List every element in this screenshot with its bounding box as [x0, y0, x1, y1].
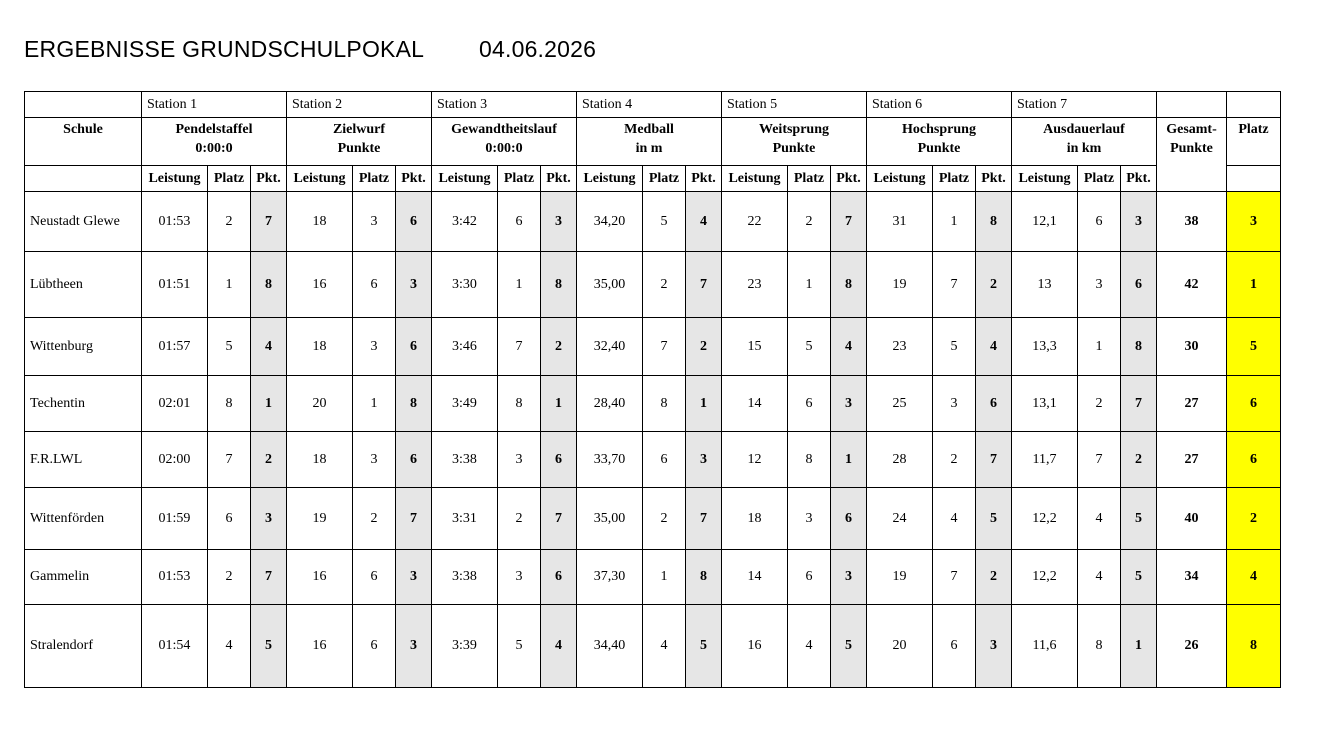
pkt-value: 3	[251, 488, 287, 550]
pkt-value: 4	[251, 318, 287, 376]
leistung-value: 02:00	[142, 432, 208, 488]
platz-value: 2	[643, 488, 686, 550]
pkt-header: Pkt.	[686, 166, 722, 192]
platz-value: 3	[498, 432, 541, 488]
leistung-value: 33,70	[577, 432, 643, 488]
platz-value: 1	[933, 192, 976, 252]
total-points: 30	[1157, 318, 1227, 376]
pkt-value: 5	[831, 605, 867, 688]
station-label: Station 7	[1012, 92, 1157, 118]
pkt-value: 6	[976, 376, 1012, 432]
leistung-value: 01:54	[142, 605, 208, 688]
leistung-value: 3:38	[432, 432, 498, 488]
leistung-value: 34,40	[577, 605, 643, 688]
platz-header: Platz	[788, 166, 831, 192]
pkt-value: 1	[831, 432, 867, 488]
final-rank: 3	[1227, 192, 1281, 252]
pkt-value: 3	[831, 376, 867, 432]
table-row	[25, 550, 1281, 605]
pkt-value: 6	[396, 192, 432, 252]
pkt-value: 4	[686, 192, 722, 252]
platz-value: 7	[1078, 432, 1121, 488]
pkt-value: 6	[541, 432, 577, 488]
table-row	[25, 488, 1281, 550]
pkt-value: 3	[831, 550, 867, 605]
platz-value: 2	[208, 192, 251, 252]
discipline-header: Hochsprung Punkte	[867, 118, 1012, 166]
pkt-value: 3	[976, 605, 1012, 688]
leistung-value: 19	[867, 550, 933, 605]
table-row	[25, 318, 1281, 376]
leistung-value: 16	[287, 550, 353, 605]
pkt-value: 1	[251, 376, 287, 432]
platz-value: 3	[933, 376, 976, 432]
platz-header: Platz	[208, 166, 251, 192]
platz-value: 5	[498, 605, 541, 688]
leistung-value: 19	[287, 488, 353, 550]
platz-value: 2	[933, 432, 976, 488]
pkt-value: 2	[541, 318, 577, 376]
leistung-value: 24	[867, 488, 933, 550]
platz-value: 3	[498, 550, 541, 605]
title-text: ERGEBNISSE GRUNDSCHULPOKAL	[24, 36, 425, 62]
leistung-value: 02:01	[142, 376, 208, 432]
leistung-value: 22	[722, 192, 788, 252]
station-label: Station 6	[867, 92, 1012, 118]
platz-header: Platz	[353, 166, 396, 192]
date-text: 04.06.2026	[479, 36, 597, 62]
pkt-value: 5	[1121, 488, 1157, 550]
final-rank: 1	[1227, 252, 1281, 318]
platz-value: 7	[643, 318, 686, 376]
leistung-value: 01:59	[142, 488, 208, 550]
pkt-value: 2	[686, 318, 722, 376]
rank-header: Platz	[1227, 118, 1281, 166]
leistung-value: 16	[287, 252, 353, 318]
platz-value: 2	[353, 488, 396, 550]
platz-value: 2	[208, 550, 251, 605]
leistung-value: 13	[1012, 252, 1078, 318]
platz-value: 7	[208, 432, 251, 488]
leistung-value: 12	[722, 432, 788, 488]
table-row	[25, 605, 1281, 688]
pkt-value: 8	[831, 252, 867, 318]
pkt-value: 7	[831, 192, 867, 252]
leistung-value: 12,2	[1012, 550, 1078, 605]
pkt-value: 3	[396, 550, 432, 605]
leistung-value: 25	[867, 376, 933, 432]
pkt-value: 7	[1121, 376, 1157, 432]
leistung-value: 01:51	[142, 252, 208, 318]
leistung-value: 18	[722, 488, 788, 550]
platz-value: 6	[933, 605, 976, 688]
platz-value: 2	[1078, 376, 1121, 432]
leistung-header: Leistung	[287, 166, 353, 192]
pkt-value: 4	[976, 318, 1012, 376]
platz-value: 8	[643, 376, 686, 432]
platz-value: 5	[788, 318, 831, 376]
platz-value: 1	[788, 252, 831, 318]
platz-value: 1	[1078, 318, 1121, 376]
platz-value: 3	[353, 192, 396, 252]
pkt-value: 6	[541, 550, 577, 605]
leistung-header: Leistung	[577, 166, 643, 192]
leistung-value: 16	[722, 605, 788, 688]
platz-value: 8	[1078, 605, 1121, 688]
pkt-value: 7	[396, 488, 432, 550]
pkt-value: 1	[541, 376, 577, 432]
pkt-value: 8	[251, 252, 287, 318]
platz-value: 7	[933, 252, 976, 318]
blank-cell	[1157, 92, 1227, 118]
platz-value: 4	[643, 605, 686, 688]
pkt-header: Pkt.	[251, 166, 287, 192]
pkt-value: 6	[396, 432, 432, 488]
leistung-value: 23	[722, 252, 788, 318]
platz-value: 4	[1078, 488, 1121, 550]
platz-header: Platz	[498, 166, 541, 192]
school-name: Lübtheen	[25, 252, 142, 318]
leistung-value: 13,3	[1012, 318, 1078, 376]
sub-header-row	[25, 166, 1281, 192]
platz-value: 6	[643, 432, 686, 488]
platz-value: 6	[498, 192, 541, 252]
platz-value: 6	[788, 550, 831, 605]
leistung-value: 18	[287, 318, 353, 376]
pkt-value: 7	[251, 550, 287, 605]
pkt-value: 6	[831, 488, 867, 550]
platz-value: 1	[353, 376, 396, 432]
blank-cell	[25, 166, 142, 192]
table-row	[25, 252, 1281, 318]
pkt-value: 7	[686, 488, 722, 550]
platz-value: 5	[208, 318, 251, 376]
total-points: 34	[1157, 550, 1227, 605]
leistung-value: 16	[287, 605, 353, 688]
leistung-value: 18	[287, 192, 353, 252]
pkt-value: 5	[251, 605, 287, 688]
leistung-value: 20	[287, 376, 353, 432]
final-rank: 2	[1227, 488, 1281, 550]
station-label: Station 1	[142, 92, 287, 118]
pkt-value: 5	[686, 605, 722, 688]
platz-value: 8	[208, 376, 251, 432]
leistung-value: 19	[867, 252, 933, 318]
platz-value: 5	[643, 192, 686, 252]
leistung-value: 3:31	[432, 488, 498, 550]
pkt-value: 4	[541, 605, 577, 688]
pkt-header: Pkt.	[831, 166, 867, 192]
leistung-value: 3:39	[432, 605, 498, 688]
page-title	[24, 36, 597, 63]
final-rank: 8	[1227, 605, 1281, 688]
platz-value: 1	[208, 252, 251, 318]
platz-value: 4	[933, 488, 976, 550]
pkt-value: 6	[1121, 252, 1157, 318]
platz-value: 6	[208, 488, 251, 550]
pkt-header: Pkt.	[1121, 166, 1157, 192]
pkt-value: 2	[976, 252, 1012, 318]
blank-cell	[1227, 92, 1281, 118]
platz-value: 6	[353, 550, 396, 605]
platz-value: 1	[643, 550, 686, 605]
leistung-value: 18	[287, 432, 353, 488]
leistung-header: Leistung	[722, 166, 788, 192]
total-points: 38	[1157, 192, 1227, 252]
pkt-value: 8	[686, 550, 722, 605]
platz-value: 3	[353, 318, 396, 376]
platz-value: 2	[788, 192, 831, 252]
pkt-value: 8	[1121, 318, 1157, 376]
school-name: Gammelin	[25, 550, 142, 605]
pkt-value: 3	[541, 192, 577, 252]
pkt-value: 8	[541, 252, 577, 318]
total-points: 26	[1157, 605, 1227, 688]
school-name: Stralendorf	[25, 605, 142, 688]
platz-value: 6	[788, 376, 831, 432]
school-name: F.R.LWL	[25, 432, 142, 488]
platz-value: 3	[353, 432, 396, 488]
leistung-value: 32,40	[577, 318, 643, 376]
leistung-header: Leistung	[142, 166, 208, 192]
final-rank: 4	[1227, 550, 1281, 605]
pkt-value: 3	[686, 432, 722, 488]
discipline-header: Medball in m	[577, 118, 722, 166]
pkt-value: 5	[976, 488, 1012, 550]
leistung-value: 28	[867, 432, 933, 488]
leistung-value: 12,1	[1012, 192, 1078, 252]
platz-value: 8	[498, 376, 541, 432]
station-label: Station 5	[722, 92, 867, 118]
leistung-value: 23	[867, 318, 933, 376]
pkt-value: 6	[396, 318, 432, 376]
station-label: Station 4	[577, 92, 722, 118]
leistung-value: 11,7	[1012, 432, 1078, 488]
platz-value: 6	[1078, 192, 1121, 252]
blank-cell	[1227, 166, 1281, 192]
leistung-value: 35,00	[577, 252, 643, 318]
platz-value: 7	[933, 550, 976, 605]
platz-value: 6	[353, 605, 396, 688]
platz-value: 1	[498, 252, 541, 318]
pkt-value: 7	[976, 432, 1012, 488]
final-rank: 6	[1227, 376, 1281, 432]
pkt-value: 7	[686, 252, 722, 318]
pkt-value: 2	[251, 432, 287, 488]
discipline-header: Zielwurf Punkte	[287, 118, 432, 166]
total-points: 40	[1157, 488, 1227, 550]
platz-value: 5	[933, 318, 976, 376]
discipline-header: Ausdauerlauf in km	[1012, 118, 1157, 166]
leistung-header: Leistung	[867, 166, 933, 192]
table-row	[25, 432, 1281, 488]
leistung-value: 14	[722, 376, 788, 432]
platz-value: 3	[1078, 252, 1121, 318]
discipline-header: Weitsprung Punkte	[722, 118, 867, 166]
leistung-value: 12,2	[1012, 488, 1078, 550]
platz-value: 4	[788, 605, 831, 688]
leistung-value: 01:53	[142, 550, 208, 605]
discipline-header: Gewandtheitslauf 0:00:0	[432, 118, 577, 166]
total-points: 27	[1157, 432, 1227, 488]
leistung-value: 11,6	[1012, 605, 1078, 688]
table-row	[25, 192, 1281, 252]
platz-value: 4	[208, 605, 251, 688]
platz-value: 6	[353, 252, 396, 318]
pkt-value: 5	[1121, 550, 1157, 605]
leistung-value: 01:57	[142, 318, 208, 376]
pkt-value: 1	[686, 376, 722, 432]
leistung-value: 13,1	[1012, 376, 1078, 432]
platz-header: Platz	[1078, 166, 1121, 192]
leistung-value: 3:30	[432, 252, 498, 318]
leistung-value: 15	[722, 318, 788, 376]
discipline-header-row	[25, 118, 1281, 166]
platz-value: 2	[643, 252, 686, 318]
pkt-value: 1	[1121, 605, 1157, 688]
pkt-value: 7	[541, 488, 577, 550]
discipline-header: Pendelstaffel 0:00:0	[142, 118, 287, 166]
pkt-value: 3	[1121, 192, 1157, 252]
results-table	[24, 91, 1281, 688]
pkt-value: 4	[831, 318, 867, 376]
platz-value: 4	[1078, 550, 1121, 605]
station-label-row	[25, 92, 1281, 118]
pkt-value: 2	[976, 550, 1012, 605]
school-header: Schule	[25, 118, 142, 166]
platz-value: 8	[788, 432, 831, 488]
pkt-header: Pkt.	[541, 166, 577, 192]
leistung-value: 35,00	[577, 488, 643, 550]
station-label: Station 3	[432, 92, 577, 118]
total-points: 42	[1157, 252, 1227, 318]
total-header: Gesamt- Punkte	[1157, 118, 1227, 192]
pkt-value: 8	[396, 376, 432, 432]
station-label: Station 2	[287, 92, 432, 118]
leistung-value: 14	[722, 550, 788, 605]
leistung-value: 01:53	[142, 192, 208, 252]
pkt-value: 3	[396, 252, 432, 318]
leistung-value: 3:46	[432, 318, 498, 376]
platz-value: 3	[788, 488, 831, 550]
final-rank: 6	[1227, 432, 1281, 488]
platz-value: 7	[498, 318, 541, 376]
school-name: Techentin	[25, 376, 142, 432]
pkt-value: 3	[396, 605, 432, 688]
pkt-header: Pkt.	[976, 166, 1012, 192]
leistung-value: 3:38	[432, 550, 498, 605]
leistung-value: 31	[867, 192, 933, 252]
school-name: Wittenförden	[25, 488, 142, 550]
leistung-value: 3:42	[432, 192, 498, 252]
table-row	[25, 376, 1281, 432]
leistung-value: 3:49	[432, 376, 498, 432]
leistung-value: 28,40	[577, 376, 643, 432]
final-rank: 5	[1227, 318, 1281, 376]
leistung-value: 20	[867, 605, 933, 688]
leistung-header: Leistung	[1012, 166, 1078, 192]
pkt-value: 7	[251, 192, 287, 252]
pkt-header: Pkt.	[396, 166, 432, 192]
pkt-value: 2	[1121, 432, 1157, 488]
platz-header: Platz	[643, 166, 686, 192]
platz-value: 2	[498, 488, 541, 550]
school-name: Wittenburg	[25, 318, 142, 376]
leistung-header: Leistung	[432, 166, 498, 192]
blank-cell	[25, 92, 142, 118]
total-points: 27	[1157, 376, 1227, 432]
platz-header: Platz	[933, 166, 976, 192]
pkt-value: 8	[976, 192, 1012, 252]
leistung-value: 34,20	[577, 192, 643, 252]
school-name: Neustadt Glewe	[25, 192, 142, 252]
leistung-value: 37,30	[577, 550, 643, 605]
